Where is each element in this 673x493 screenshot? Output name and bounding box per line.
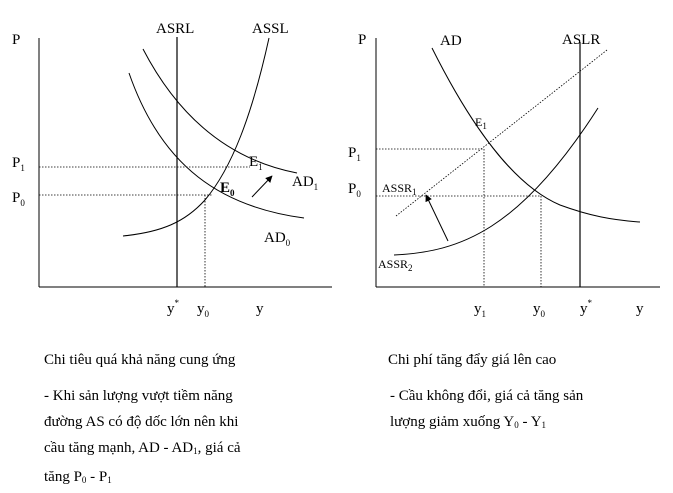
- right-caption-line-2: lượng giảm xuống $Y_0 - Y_1$: [390, 414, 547, 430]
- right-caption-body: [390, 383, 583, 438]
- right-y0-label: $y_0$: [533, 301, 545, 319]
- right-y-axis-label: y: [636, 301, 644, 317]
- left-caption-line-3: cầu tăng mạnh, AD - $AD_1$, giá cả: [44, 440, 241, 456]
- right-assr2-label: $ASSR_2$: [378, 257, 413, 273]
- left-ystar-label: y*: [167, 298, 179, 317]
- left-assl-curve: [123, 38, 269, 236]
- right-panel: [348, 32, 660, 319]
- left-ad1-label: $AD_1$: [292, 174, 319, 192]
- left-e0-label: $E_0$: [220, 180, 235, 198]
- right-shift-arrow: [426, 195, 448, 241]
- left-y-axis-label: y: [256, 301, 264, 317]
- left-panel: [12, 21, 332, 319]
- right-y1-label: $y_1$: [474, 301, 486, 319]
- left-p1-label: $P_1$: [12, 155, 25, 173]
- right-p0-label: $P_0$: [348, 181, 361, 199]
- left-ad0-curve: [129, 73, 304, 218]
- left-caption-line-4: tăng $P_0 - P_1$: [44, 469, 112, 485]
- left-caption-title: Chi tiêu quá khả năng cung ứng: [44, 352, 236, 368]
- left-asrl-label: ASRL: [156, 21, 195, 37]
- right-ad-label: AD: [440, 33, 462, 49]
- right-aslr-label: ASLR: [562, 32, 601, 48]
- right-assr1-line: [396, 50, 607, 216]
- right-assr2-curve: [394, 108, 598, 255]
- left-shift-arrow: [252, 176, 272, 197]
- right-caption-title: Chi phí tăng đẩy giá lên cao: [388, 352, 557, 368]
- left-e1-label: $E_1$: [249, 154, 263, 172]
- left-caption-line-2: đường AS có độ dốc lớn nên khi: [44, 414, 239, 430]
- left-y0-label: $y_0$: [197, 301, 209, 319]
- right-ystar-label: y*: [580, 298, 592, 317]
- left-p-axis-label: P: [12, 32, 21, 48]
- right-caption-line-1: - Cầu không đổi, giá cả tăng sản: [390, 388, 584, 404]
- right-e1-label: $E_1$: [475, 115, 487, 131]
- left-ad1-curve: [143, 49, 297, 173]
- right-p-axis-label: P: [358, 32, 367, 48]
- left-caption-body: [44, 383, 241, 493]
- left-ad0-label: $AD_0$: [264, 230, 291, 248]
- right-assr1-label: $ASSR_1$: [382, 181, 417, 197]
- left-p0-label: $P_0$: [12, 190, 25, 208]
- right-p1-label: $P_1$: [348, 145, 361, 163]
- left-caption-line-1: - Khi sản lượng vượt tiềm năng: [44, 388, 233, 404]
- left-assl-label: ASSL: [252, 21, 289, 37]
